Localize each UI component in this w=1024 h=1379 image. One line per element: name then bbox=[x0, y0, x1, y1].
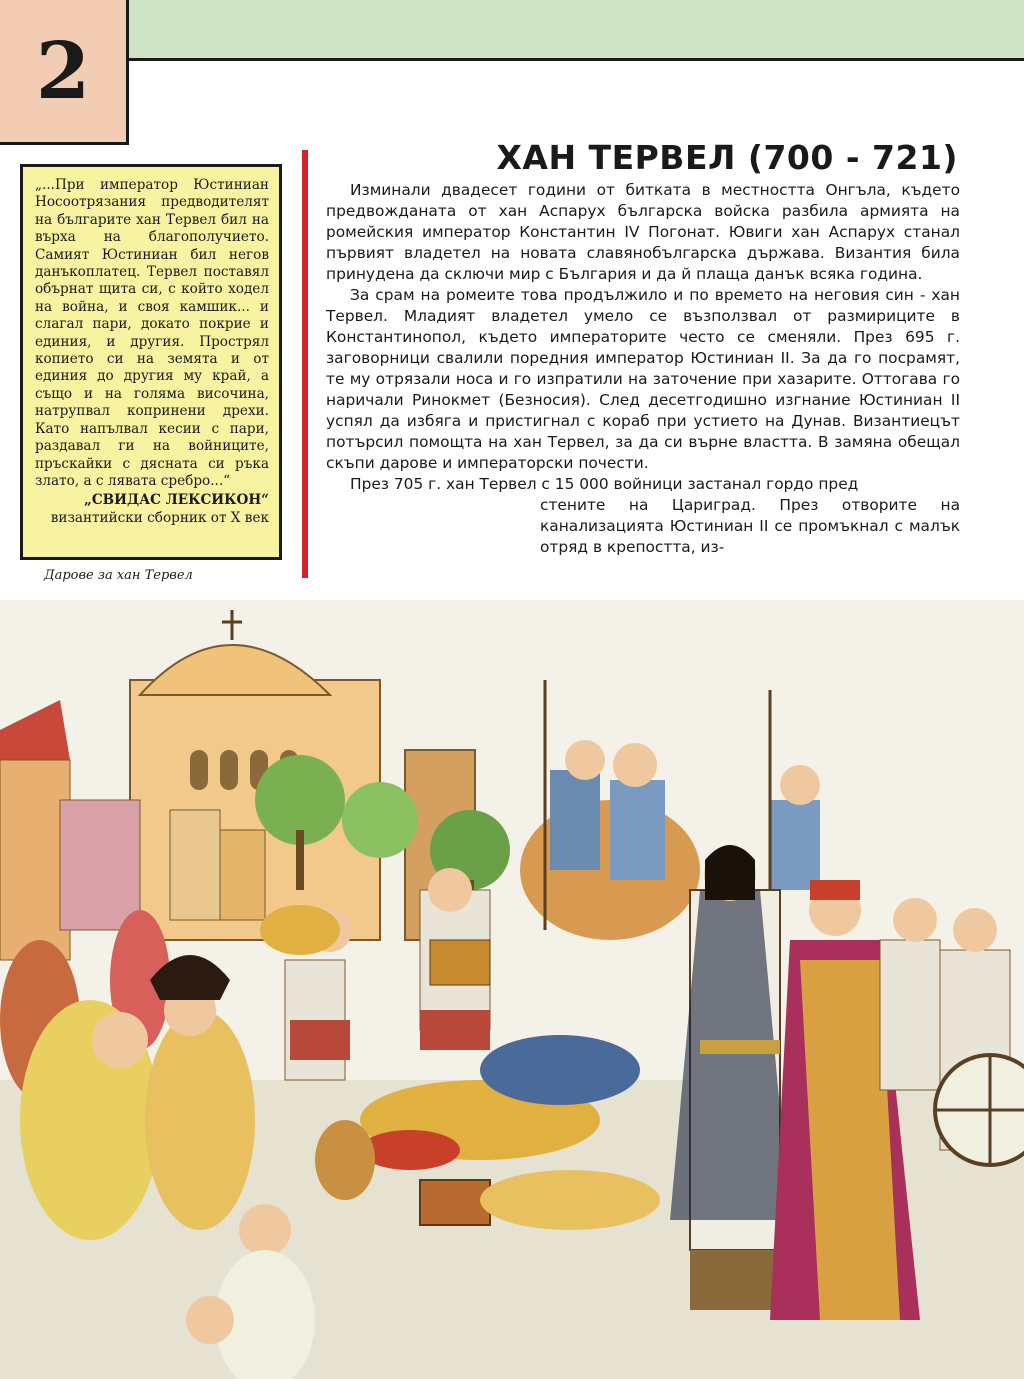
red-vertical-rule bbox=[302, 150, 308, 578]
quote-source-note: византийски сборник от X век bbox=[50, 509, 269, 526]
article-paragraph-2: За срам на ромеите това продължило и по времето на неговия син - хан Тервел. Младият владетел умело се възползвал от размириците в Константинопол, където императорите често се сменяли. През 695 г. заговорници свалили поредния император Юстиниан II. За да го посрамят, те му отрязали носа и го изпратили на заточение при хазарите. Оттогава го наричали Ринокмет (Безносия). След десетгодишно изгнание Юстиниан II успял да избяга и пристигнал с кораб при устието на Дунав. Византиецът потърсил помощта на хан Тервел, за да си върне властта. В замяна обещал скъпи дарове и императорски почести. bbox=[326, 286, 960, 472]
page-title: ХАН ТЕРВЕЛ (700 - 721) bbox=[496, 138, 958, 177]
illustration-caption: Дарове за хан Тервел bbox=[44, 568, 193, 583]
article-paragraph-3-rest: стените на Цариград. През отворите на канализацията Юстиниан II се промъкнал с малък отряд в крепостта, из- bbox=[540, 496, 960, 556]
quote-text: „...При император Юстиниан Носоотрязания предводителят на българите хан Тервел бил на върха на благополучието. Самият Юстиниан бил негов данъкоплатец. Тервел поставял обърнат щита си, с който ходел на война, и своя камшик... и слагал пари, докато покрие и единия, и другия. Прострял копието си на земята и от единия до другия му край, а също и на голяма височина, натрупвал копринени дрехи. Като напълвал кесии с пари, раздавал ги на войниците, пръскайки с дясната си ръка злато, а с лявата сребро...“ bbox=[35, 177, 269, 489]
article-paragraph-1: Изминали двадесет години от битката в местността Онгъла, където предвожданата от хан Аспарух българска войска разбила армията на ромейския император Константин IV Погонат. Ювиги хан Аспарух станал първият владетел на новата славянобългарска държава. Византия била принудена да сключи мир с България и да й плаща данък всяка година. bbox=[326, 181, 960, 283]
quote-source: „СВИДАС ЛЕКСИКОН“ bbox=[84, 492, 269, 509]
quote-box bbox=[20, 164, 282, 560]
article-paragraph-3-intro: През 705 г. хан Тервел с 15 000 войници застанал гордо пред bbox=[350, 475, 859, 493]
illustration-drawing bbox=[0, 600, 1024, 1379]
page-number: 2 bbox=[0, 0, 129, 145]
article-body bbox=[326, 180, 960, 558]
top-band bbox=[127, 0, 1024, 61]
illustration-tervel-gifts bbox=[0, 600, 1024, 1379]
